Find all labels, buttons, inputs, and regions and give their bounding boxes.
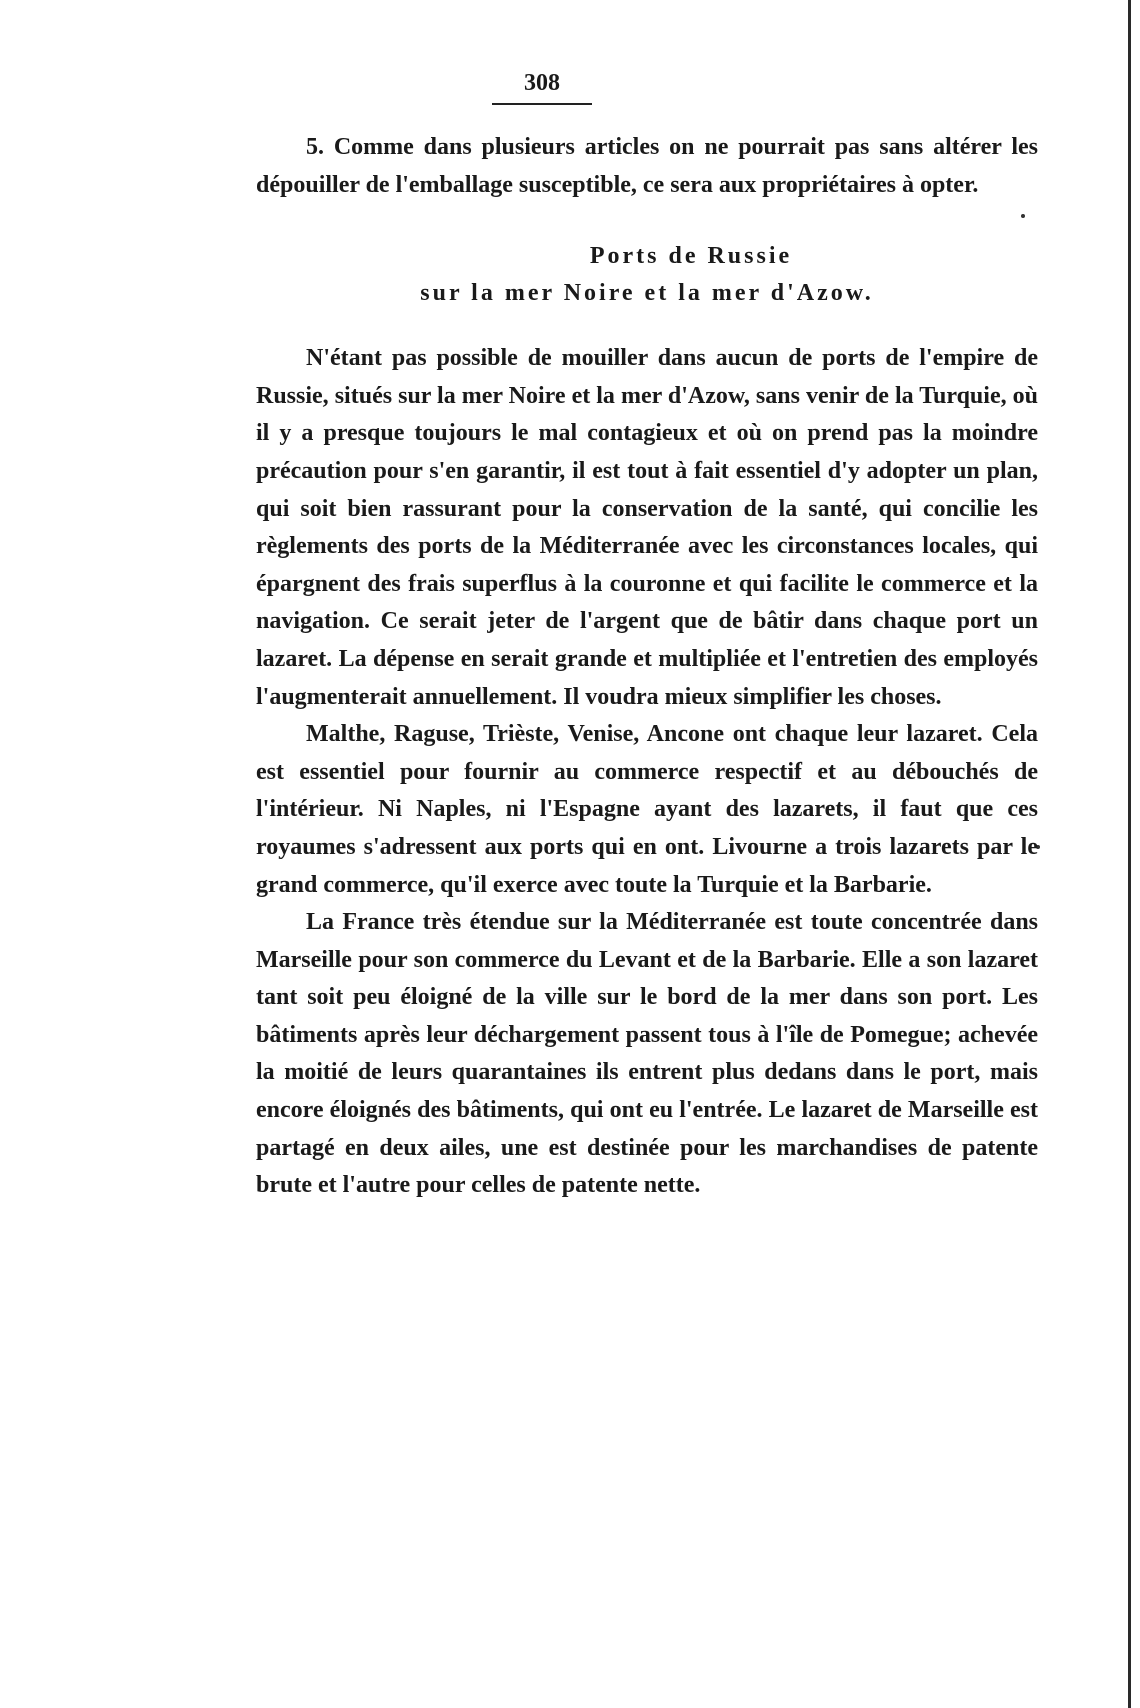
page-number: 308 [492, 70, 592, 105]
paragraph-marseille: La France très étendue sur la Méditerranée est toute concentrée dans Marseille pour son commerce du Levant et de la Barbarie. Elle a son lazaret tant soit peu éloigné de la ville sur le bord de la mer dans son port. Les bâtiments après leur déchargement passent tous à l'île de Pomegue; achevée la moitié de leurs quarantaines ils entrent plus dedans dans le port, mais encore éloignés des bâtiments, qui ont eu l'entrée. Le lazaret de Marseille est partagé en deux ailes, une est destinée pour les marchandises de patente brute et l'autre pour celles de patente nette. [256, 909, 1038, 1199]
section-heading [256, 238, 1038, 312]
section-heading-line-2: sur la mer Noire et la mer d'Azow. [420, 280, 874, 307]
page-edge-line [1128, 0, 1131, 1708]
paragraph-russia-ports: N'étant pas possible de mouiller dans aucun de ports de l'empire de Russie, situés sur la mer Noire et la mer d'Azow, sans venir de la Turquie, où il y a presque toujours le mal contagieux et où on prend pas la moindre précaution pour s'en garantir, il est tout à fait essentiel d'y adopter un plan, qui soit bien rassurant pour la conservation de la santé, qui concilie les règlements des ports de la Méditerranée avec les circonstances locales, qui épargnent des frais superflus à la couronne et qui facilite le commerce et la navigation. Ce serait jeter de l'argent que de bâtir dans chaque port un lazaret. La dépense en serait grande et multipliée et l'entretien des employés l'augmenterait annuellement. Il voudra mieux simplifier les choses. [256, 345, 1038, 710]
paragraph-article-5: 5. Comme dans plusieurs articles on ne pourrait pas sans altérer les dépouiller de l'emballage susceptible, ce sera aux propriétaires à opter. [256, 134, 1038, 198]
page-body [256, 70, 1038, 1205]
paragraph-mediterranean-lazarets: Malthe, Raguse, Trièste, Venise, Ancone ont chaque leur lazaret. Cela est essentiel pour fournir au commerce respectif et au débouchés de l'intérieur. Ni Naples, ni l'Espagne ayant des lazarets, il faut que ces royaumes s'adressent aux ports qui en ont. Livourne a trois lazarets par le grand commerce, qu'il exerce avec toute la Turquie et la Barbarie. [256, 721, 1038, 898]
section-heading-line-1: Ports de Russie [589, 243, 793, 270]
